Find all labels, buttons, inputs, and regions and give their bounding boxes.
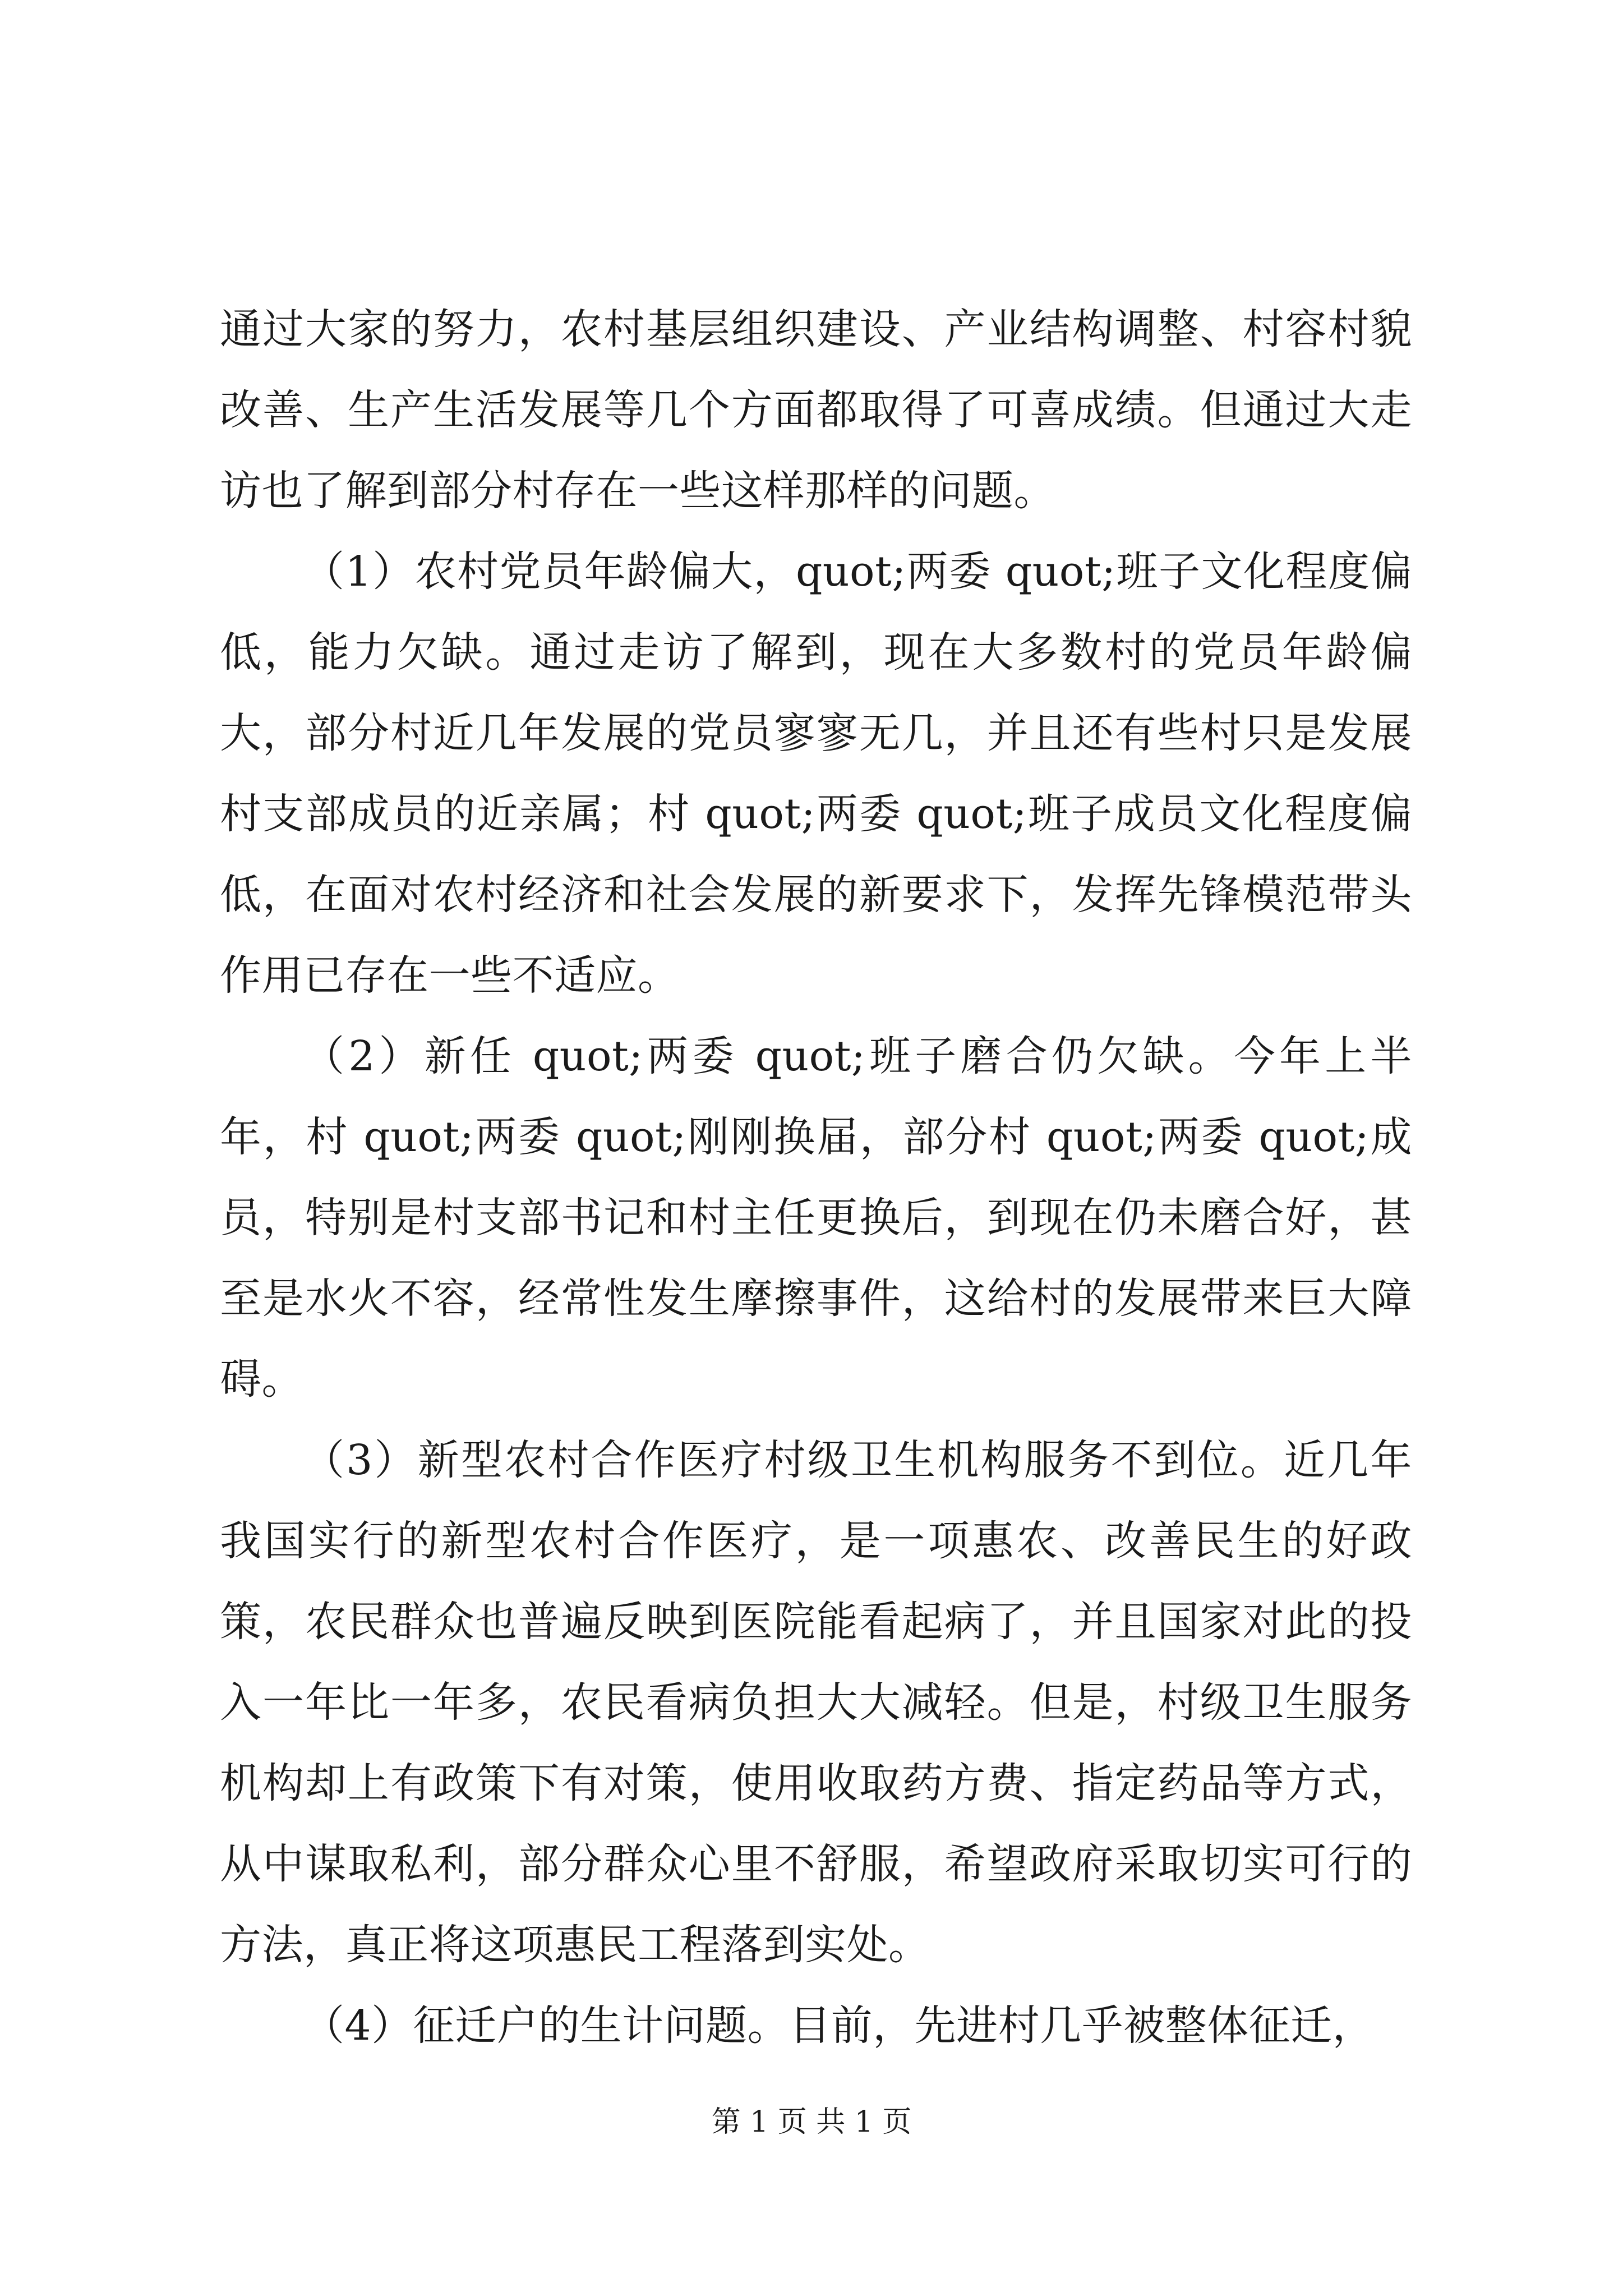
paragraph-item-1: （1）农村党员年龄偏大，quot;两委 quot;班子文化程度偏低，能力欠缺。通过走访了解到，现在大多数村的党员年龄偏大，部分村近几年发展的党员寥寥无几，并且还有些村只是发展村支部成员的近亲属；村 quot;两委 quot;班子成员文化程度偏低，在面对农村经济和社会发展的新要求下，发挥先锋模范带头作用已存在一些不适应。 <box>220 547 1412 1000</box>
paragraph-item-4: （4）征迁户的生计问题。目前，先进村几乎被整体征迁， <box>303 2001 1375 2050</box>
paragraph-intro: 通过大家的努力，农村基层组织建设、产业结构调整、村容村貌改善、生产生活发展等几个方面都取得了可喜成绩。但通过大走访也了解到部分村存在一些这样那样的问题。 <box>220 305 1412 515</box>
paragraph-item-2: （2）新任 quot;两委 quot;班子磨合仍欠缺。今年上半年，村 quot;两委 quot;刚刚换届，部分村 quot;两委 quot;成员，特别是村支部书记和村主任更换后，到现在仍未磨合好，甚至是水火不容，经常性发生摩擦事件，这给村的发展带来巨大障碍。 <box>220 1032 1412 1404</box>
page-footer: 第 1 页 共 1 页 <box>711 2105 912 2139</box>
document-body <box>220 289 1412 2066</box>
paragraph-item-3: （3）新型农村合作医疗村级卫生机构服务不到位。近几年我国实行的新型农村合作医疗，是一项惠农、改善民生的好政策，农民群众也普遍反映到医院能看起病了，并且国家对此的投入一年比一年多，农民看病负担大大减轻。但是，村级卫生服务机构却上有政策下有对策，使用收取药方费、指定药品等方式，从中谋取私利，部分群众心里不舒服，希望政府采取切实可行的方法，真正将这项惠民工程落到实处。 <box>220 1436 1412 1969</box>
